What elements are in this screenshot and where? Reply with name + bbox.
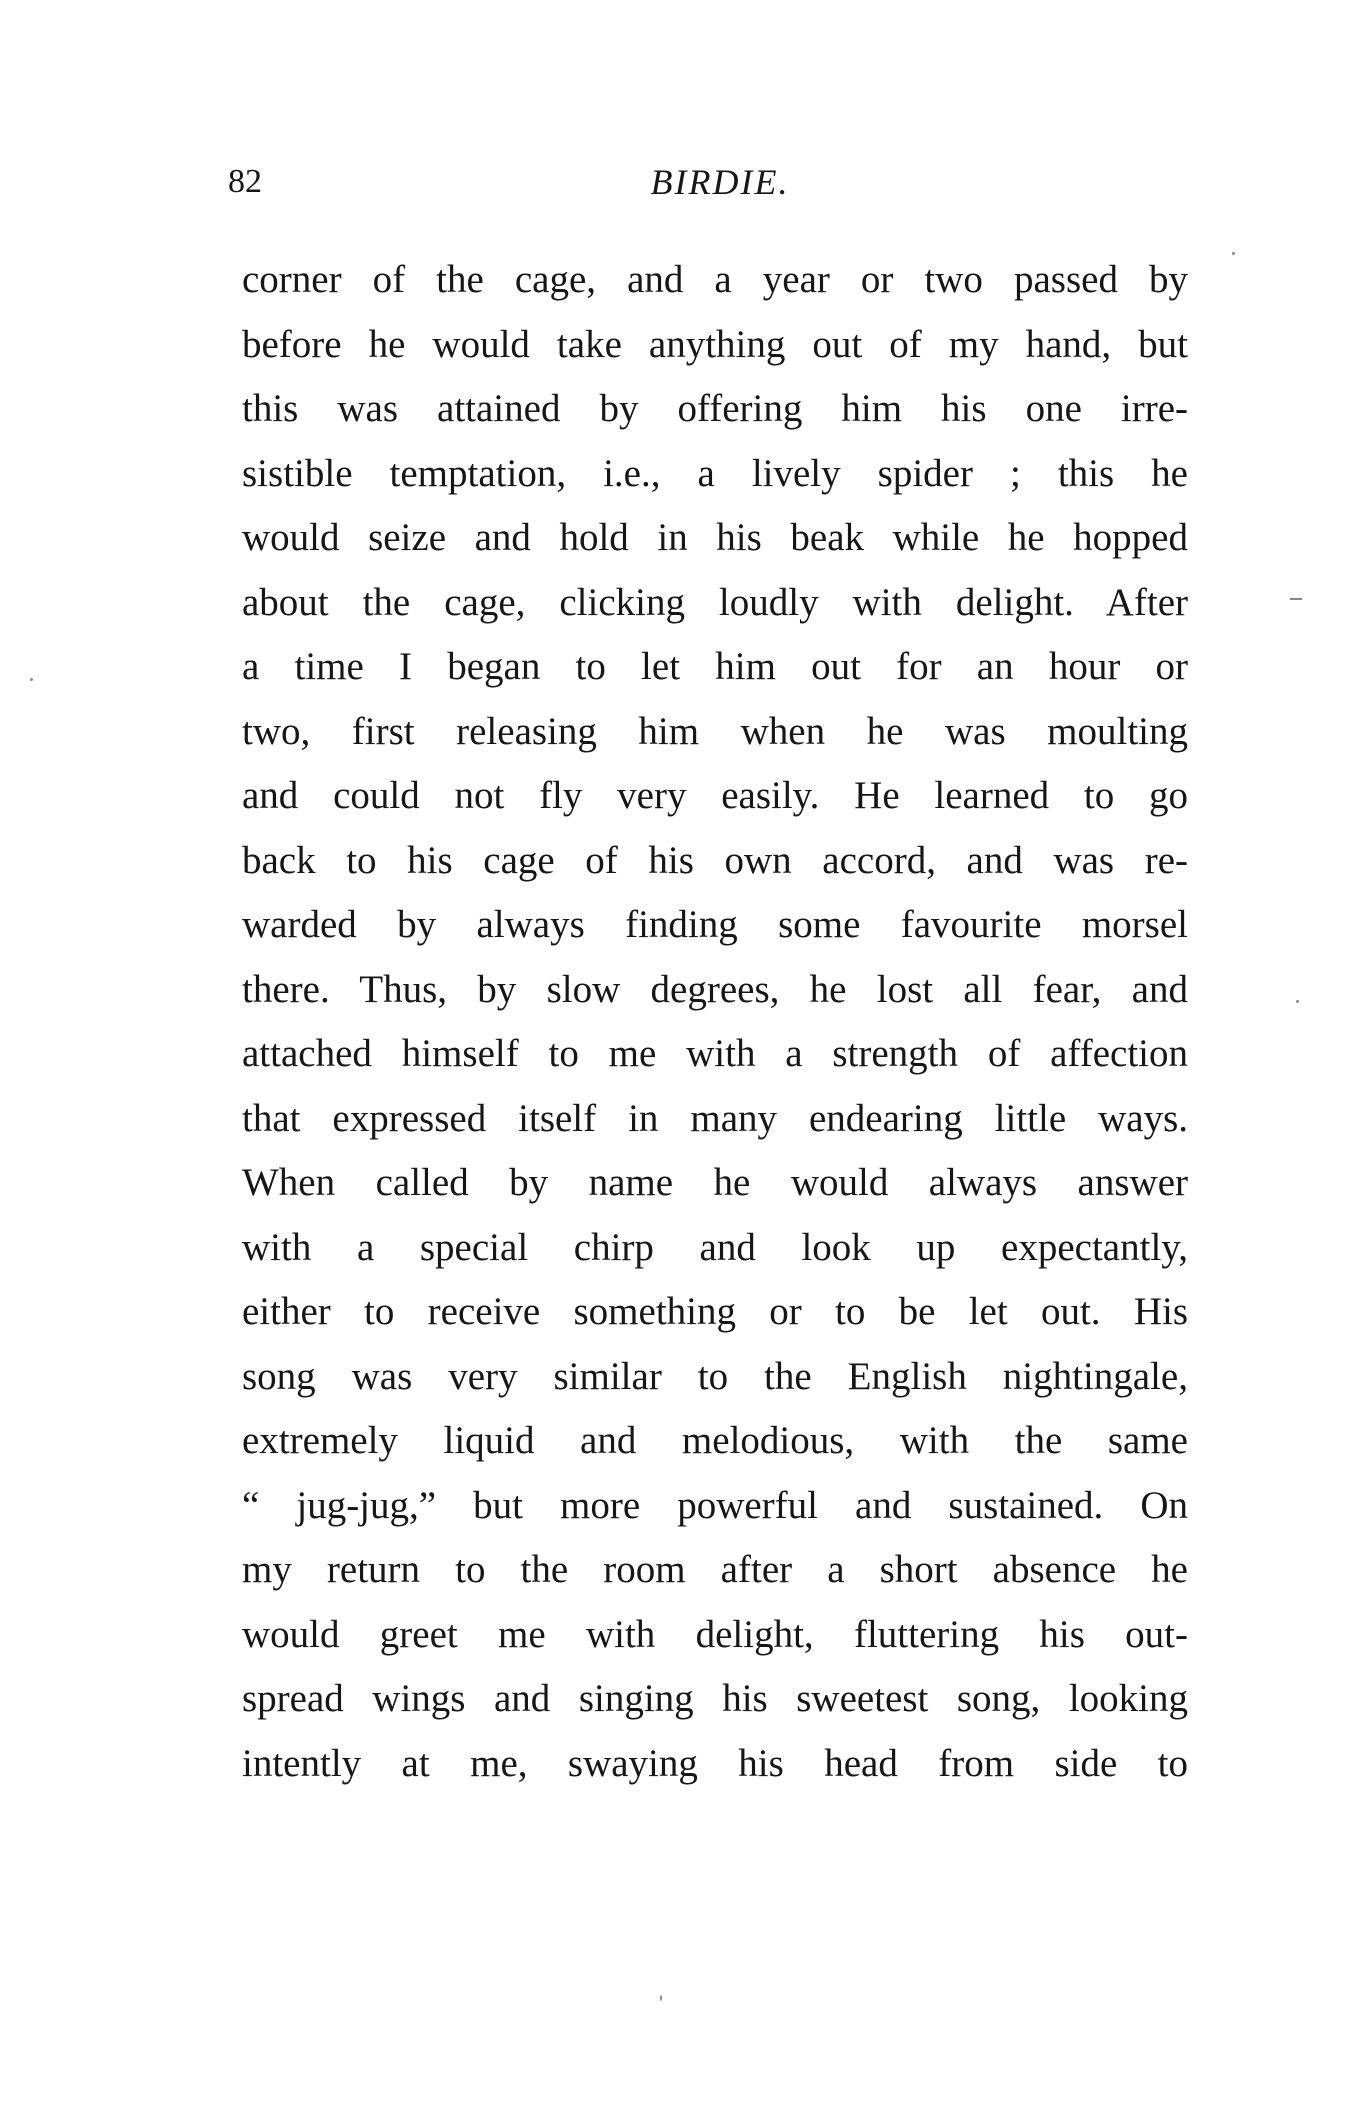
- text-line: a time I began to let him out for an hour or: [242, 645, 1188, 688]
- text-line: song was very similar to the English nightingale,: [242, 1354, 1188, 1398]
- text-line: would seize and hold in his beak while he hopped: [242, 516, 1188, 559]
- text-line: “ jug-jug,” but more powerful and sustained. On: [242, 1483, 1188, 1527]
- page-header: [0, 160, 1354, 210]
- binding-fade-bottom: [1290, 1860, 1354, 2106]
- text-line: with a special chirp and look up expectantly,: [242, 1225, 1188, 1269]
- text-line: my return to the room after a short absence he: [242, 1548, 1188, 1591]
- text-line: that expressed itself in many endearing little ways.: [242, 1096, 1188, 1140]
- text-line: When called by name he would always answer: [242, 1161, 1188, 1204]
- text-line: warded by always finding some favourite morsel: [242, 903, 1188, 946]
- text-line: would greet me with delight, fluttering his out-: [242, 1612, 1188, 1656]
- scan-speck: [1232, 252, 1235, 255]
- scan-speck: [30, 678, 33, 681]
- binding-fade-top: [1290, 0, 1354, 260]
- binding-edge: [1298, 0, 1354, 2106]
- text-line: sistible temptation, i.e., a lively spider ; this he: [242, 451, 1188, 495]
- text-line: two, first releasing him when he was moulting: [242, 709, 1188, 753]
- text-line: intently at me, swaying his head from side to: [242, 1741, 1188, 1785]
- text-line: either to receive something or to be let out. His: [242, 1290, 1188, 1333]
- body-text: [242, 248, 1188, 1796]
- text-line: spread wings and singing his sweetest song, looking: [242, 1677, 1188, 1720]
- running-title: BIRDIE.: [650, 162, 790, 202]
- scan-speck: [1296, 1000, 1299, 1003]
- text-line: and could not fly very easily. He learned to go: [242, 774, 1188, 817]
- scan-mark: [1290, 598, 1302, 600]
- text-line: attached himself to me with a strength of affection: [242, 1032, 1188, 1075]
- text-line: about the cage, clicking loudly with delight. After: [242, 580, 1188, 624]
- page-number: 82: [228, 163, 262, 200]
- text-line: extremely liquid and melodious, with the same: [242, 1419, 1188, 1462]
- text-line: this was attained by offering him his one irre-: [242, 387, 1188, 430]
- text-line: there. Thus, by slow degrees, he lost all fear, and: [242, 967, 1188, 1011]
- text-line: back to his cage of his own accord, and was re-: [242, 838, 1188, 882]
- text-line: corner of the cage, and a year or two passed by: [242, 258, 1188, 301]
- scan-speck: [660, 1995, 662, 2001]
- text-line: before he would take anything out of my hand, but: [242, 322, 1188, 366]
